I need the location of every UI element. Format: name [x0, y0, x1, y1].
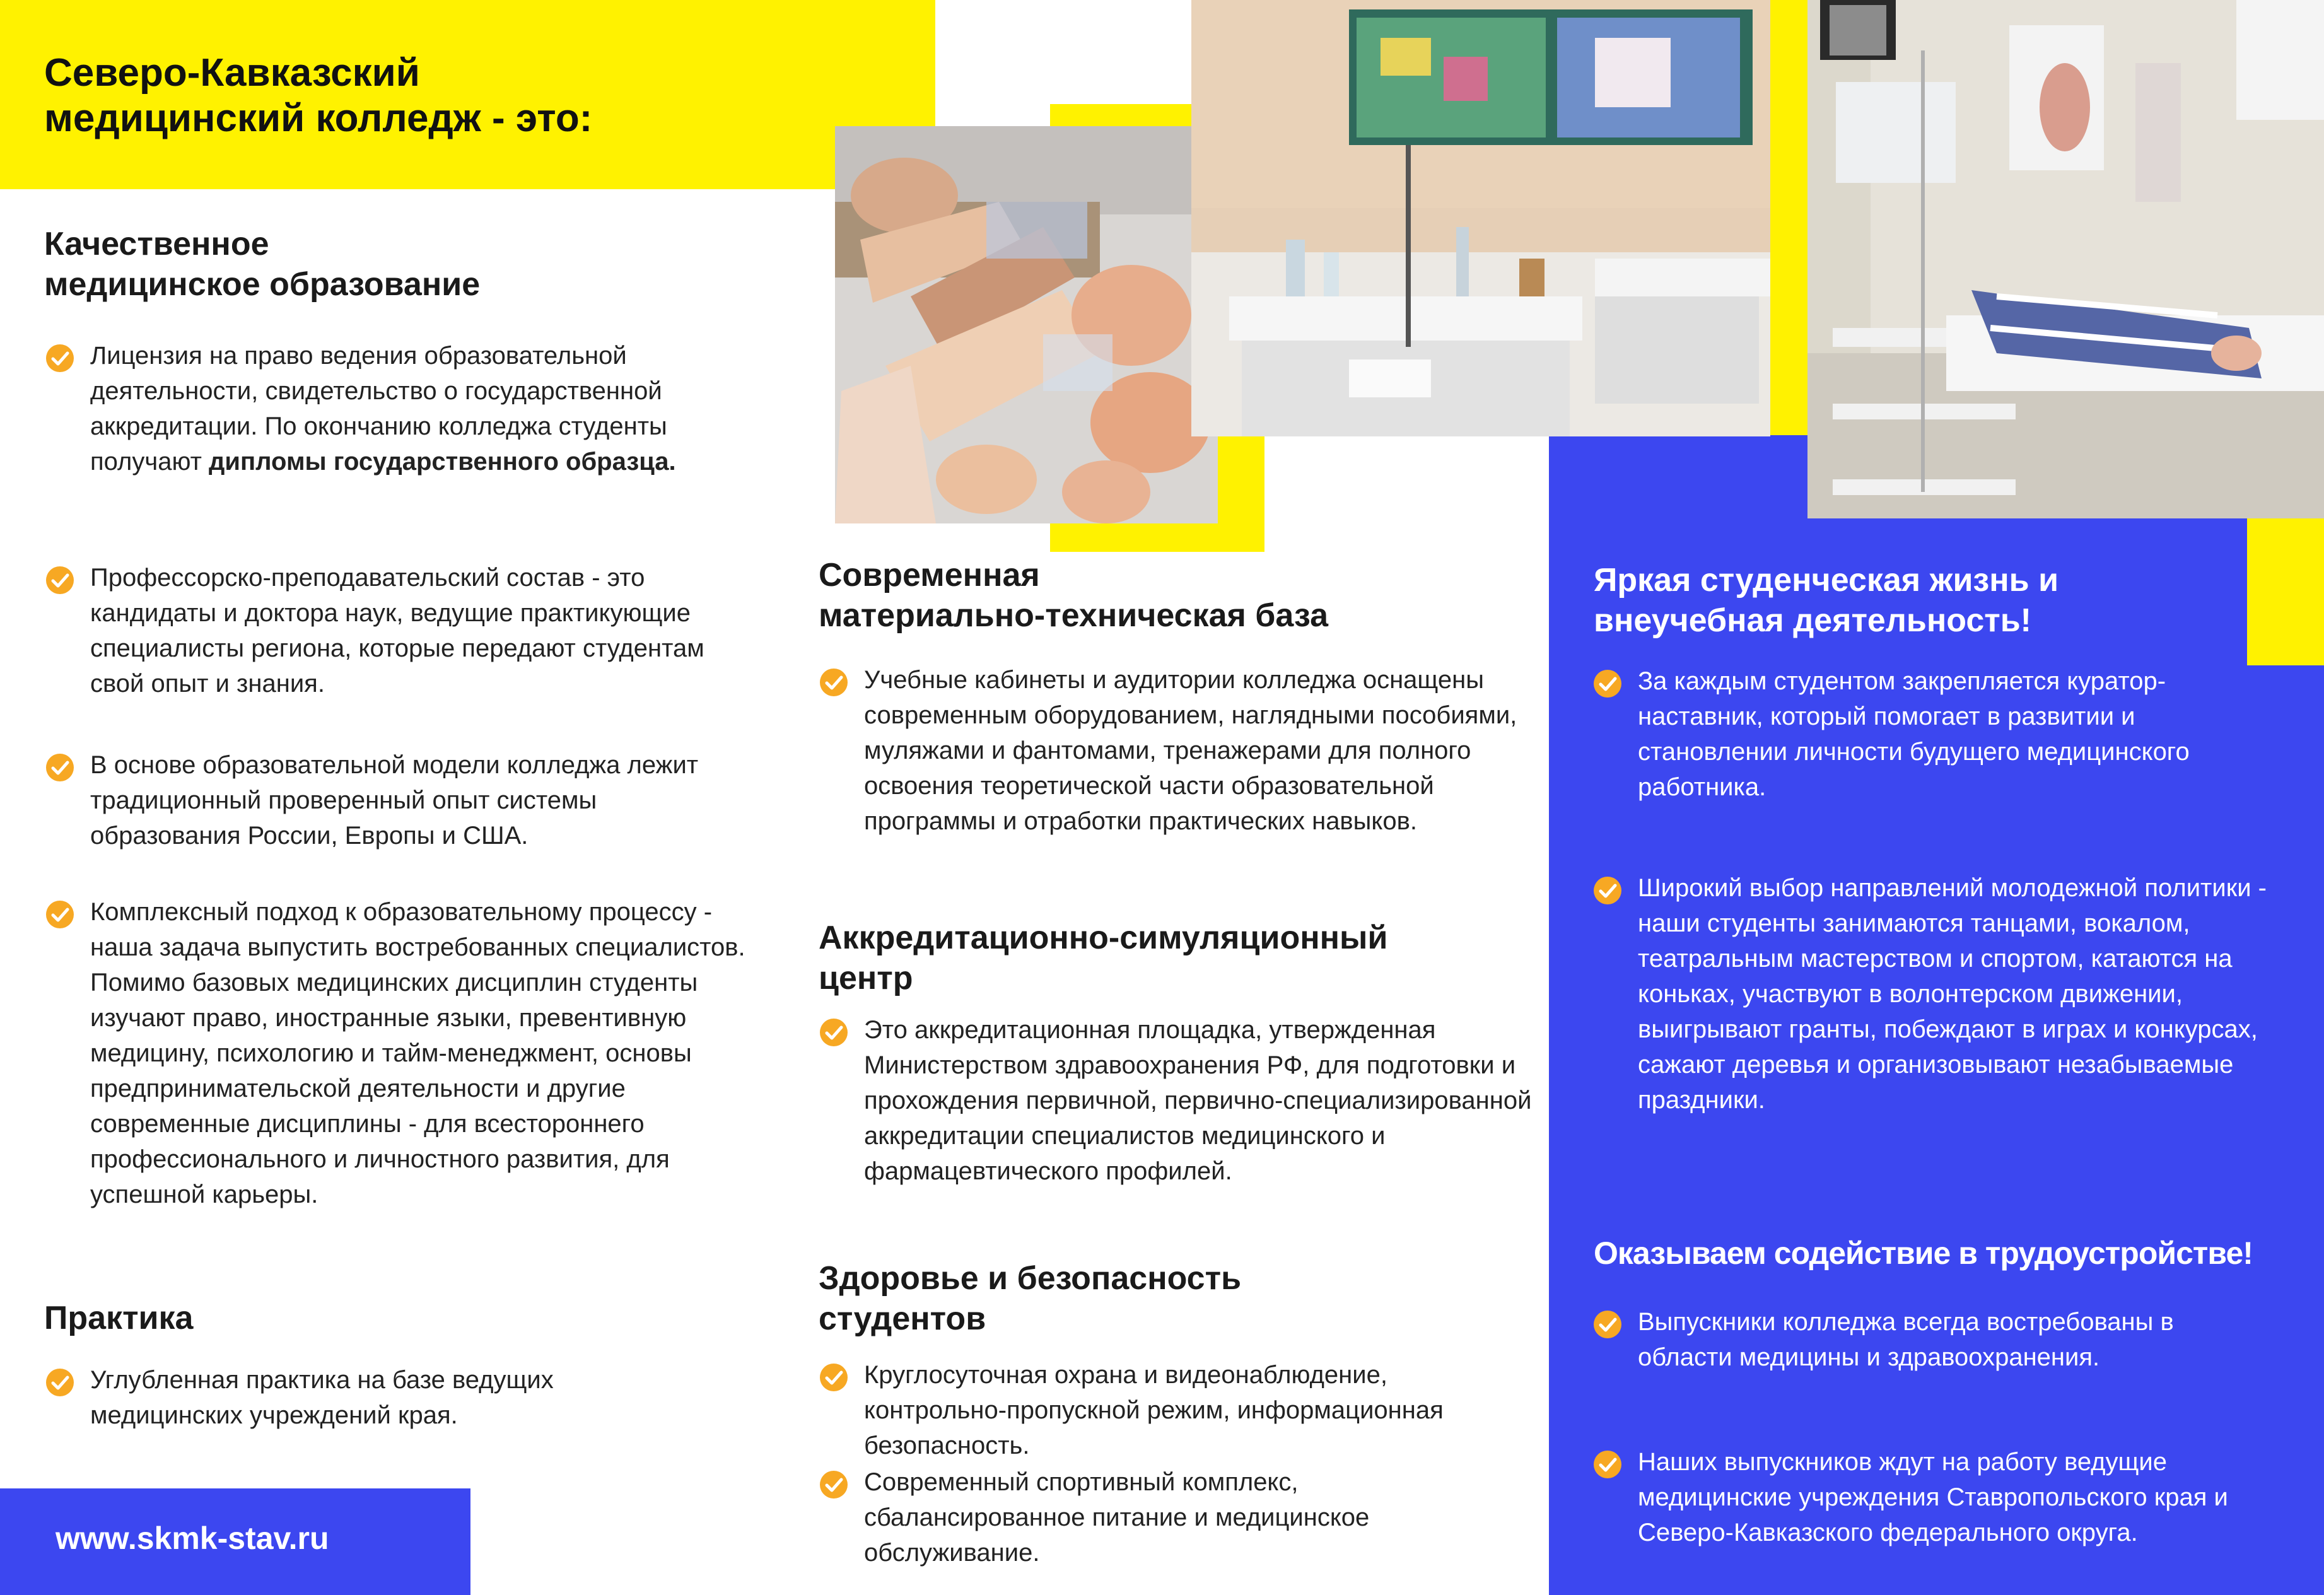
- heading-practice: Практика: [44, 1300, 194, 1336]
- check-icon: [1594, 670, 1621, 698]
- heading-base: Современная материально-техническая база: [819, 557, 1329, 634]
- list-item-curator: За каждым студентом закрепляется куратор-наставник, который помогает в развитии и становлении личности будущего медицинского работника.: [1638, 663, 2281, 805]
- list-item-complex: Комплексный подход к образовательному процессу - наша задача выпустить востребованных специалистов. Помимо базовых медицинских дисциплин студенты изучают право, иностранные языки, превентивную медицину, психологию и тайм-менеджмент, основы предпринимательской деятельности и другие современные дисциплины - для всестороннего профессионального и личностного развития, для успешной карьеры.: [90, 894, 752, 1212]
- list-item-youth: Широкий выбор направлений молодежной политики - наши студенты занимаются танцами, вокалом, театральным мастерством и спортом, катаются на коньках, участвуют в волонтерском движении, выигрывают гранты, побеждают в играх и конкурсах, сажают деревья и организовывают незабываемые праздники.: [1638, 870, 2294, 1118]
- website-link[interactable]: www.skmk-stav.ru: [55, 1521, 329, 1556]
- check-icon: [1594, 877, 1621, 904]
- check-icon: [1594, 1311, 1621, 1338]
- list-item-license: Лицензия на право ведения образовательной деятельности, свидетельство о государственной аккредитации. По окончанию колледжа студенты получают дипломы государственного образца.: [90, 338, 759, 479]
- heading-student-life: Яркая студенческая жизнь и внеучебная деятельность!: [1594, 562, 2059, 639]
- list-item-center: Это аккредитационная площадка, утвержденная Министерством здравоохранения РФ, для подготовки и прохождения первичной, первично-специализированной аккредитации специалистов медицинского и фармацевтического профилей.: [864, 1012, 1542, 1189]
- heading-employment: Оказываем содействие в трудоустройстве!: [1594, 1236, 2253, 1271]
- photo-hospital-room: [1807, 0, 2324, 518]
- list-item-staff: Профессорско-преподавательский состав - это кандидаты и доктора наук, ведущие практикующие специалисты региона, которые передают студентам свой опыт и знания.: [90, 560, 740, 701]
- list-item-graduates: Выпускники колледжа всегда востребованы в области медицины и здравоохранения.: [1638, 1304, 2269, 1375]
- photo-laboratory: [1191, 0, 1770, 436]
- list-item-employers: Наших выпускников ждут на работу ведущие медицинские учреждения Ставропольского края и Северо-Кавказского федерального округа.: [1638, 1444, 2294, 1550]
- check-icon: [820, 1471, 848, 1499]
- check-icon: [1594, 1451, 1621, 1478]
- check-icon: [46, 754, 74, 781]
- page-title: Северо-Кавказский медицинский колледж - это:: [44, 51, 593, 140]
- list-item-security: Круглосуточная охрана и видеонаблюдение, контрольно-пропускной режим, информационная безопасность.: [864, 1357, 1501, 1463]
- photo-mannequins: [835, 126, 1218, 523]
- check-icon: [46, 901, 74, 928]
- check-icon: [46, 566, 74, 594]
- heading-center: Аккредитационно-симуляционный центр: [819, 920, 1388, 996]
- list-item-practice: Углубленная практика на базе ведущих медицинских учреждений края.: [90, 1362, 626, 1433]
- list-item-sport: Современный спортивный комплекс, сбалансированное питание и медицинское обслуживание.: [864, 1464, 1469, 1570]
- check-icon: [820, 1019, 848, 1046]
- list-item-model: В основе образовательной модели колледжа лежит традиционный проверенный опыт системы образования России, Европы и США.: [90, 747, 752, 853]
- check-icon: [46, 1369, 74, 1396]
- check-icon: [820, 669, 848, 696]
- heading-education: Качественное медицинское образование: [44, 226, 481, 303]
- heading-health: Здоровье и безопасность студентов: [819, 1260, 1242, 1337]
- check-icon: [820, 1364, 848, 1391]
- check-icon: [46, 344, 74, 372]
- list-item-base: Учебные кабинеты и аудитории колледжа оснащены современным оборудованием, наглядными пособиями, муляжами и фантомами, тренажерами для полного освоения теоретической части образовательной программы и отработки практических навыков.: [864, 662, 1533, 839]
